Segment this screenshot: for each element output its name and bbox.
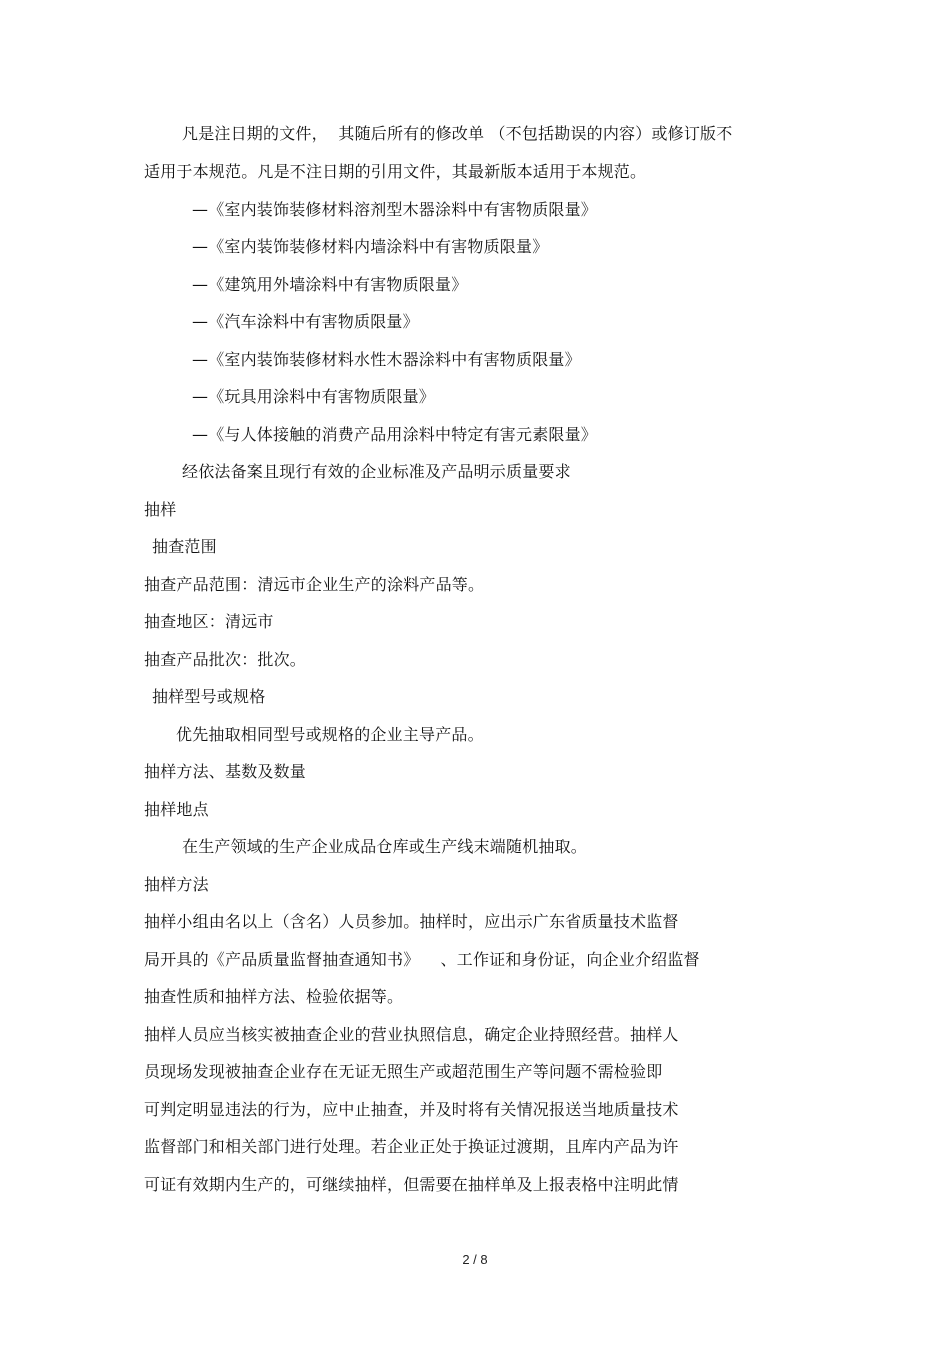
paragraph-line: 局开具的《产品质量监督抽查通知书》 、工作证和身份证，向企业介绍监督 <box>144 950 700 969</box>
paragraph-line: 可证有效期内生产的，可继续抽样，但需要在抽样单及上报表格中注明此情 <box>144 1175 679 1194</box>
paragraph-line: 抽样小组由名以上（含名）人员参加。抽样时，应出示广东省质量技术监督 <box>144 912 679 931</box>
reference-item: —《室内装饰装修材料内墙涂料中有害物质限量》 <box>192 237 549 256</box>
paragraph-line: 员现场发现被抽查企业存在无证无照生产或超范围生产等问题不需检验即 <box>144 1062 663 1081</box>
reference-item: —《建筑用外墙涂料中有害物质限量》 <box>192 275 468 294</box>
paragraph-line: 监督部门和相关部门进行处理。若企业正处于换证过渡期，且库内产品为许 <box>144 1137 679 1156</box>
paragraph-line: 可判定明显违法的行为，应中止抽查，并及时将有关情况报送当地质量技术 <box>144 1100 679 1119</box>
reference-item: —《室内装饰装修材料水性木器涂料中有害物质限量》 <box>192 350 581 369</box>
section-heading: 抽样 <box>144 500 177 519</box>
subsection-heading: 抽样型号或规格 <box>152 687 266 706</box>
subsection-heading: 抽样地点 <box>144 800 209 819</box>
paragraph-line: 抽查性质和抽样方法、检验依据等。 <box>144 987 404 1006</box>
subsection-heading: 抽查范围 <box>152 537 217 556</box>
reference-item: —《汽车涂料中有害物质限量》 <box>192 312 419 331</box>
paragraph-line: 在生产领域的生产企业成品仓库或生产线末端随机抽取。 <box>182 837 588 856</box>
reference-item: —《与人体接触的消费产品用涂料中特定有害元素限量》 <box>192 425 598 444</box>
paragraph-line: 适用于本规范。凡是不注日期的引用文件，其最新版本适用于本规范。 <box>144 162 647 181</box>
paragraph-line: 优先抽取相同型号或规格的企业主导产品。 <box>176 725 484 744</box>
paragraph-line: 抽样人员应当核实被抽查企业的营业执照信息，确定企业持照经营。抽样人 <box>144 1025 679 1044</box>
paragraph-line: 经依法备案且现行有效的企业标准及产品明示质量要求 <box>182 462 571 481</box>
reference-item: —《室内装饰装修材料溶剂型木器涂料中有害物质限量》 <box>192 200 598 219</box>
paragraph-line: 抽查地区：清远市 <box>144 612 274 631</box>
paragraph-line: 抽查产品批次：批次。 <box>144 650 307 669</box>
section-heading: 抽样方法、基数及数量 <box>144 762 307 781</box>
reference-item: —《玩具用涂料中有害物质限量》 <box>192 387 436 406</box>
paragraph-line: 凡是注日期的文件， 其随后所有的修改单 （不包括勘误的内容）或修订版不 <box>182 124 733 143</box>
page-number: 2 / 8 <box>462 1252 488 1267</box>
paragraph-line: 抽查产品范围：清远市企业生产的涂料产品等。 <box>144 575 485 594</box>
subsection-heading: 抽样方法 <box>144 875 209 894</box>
